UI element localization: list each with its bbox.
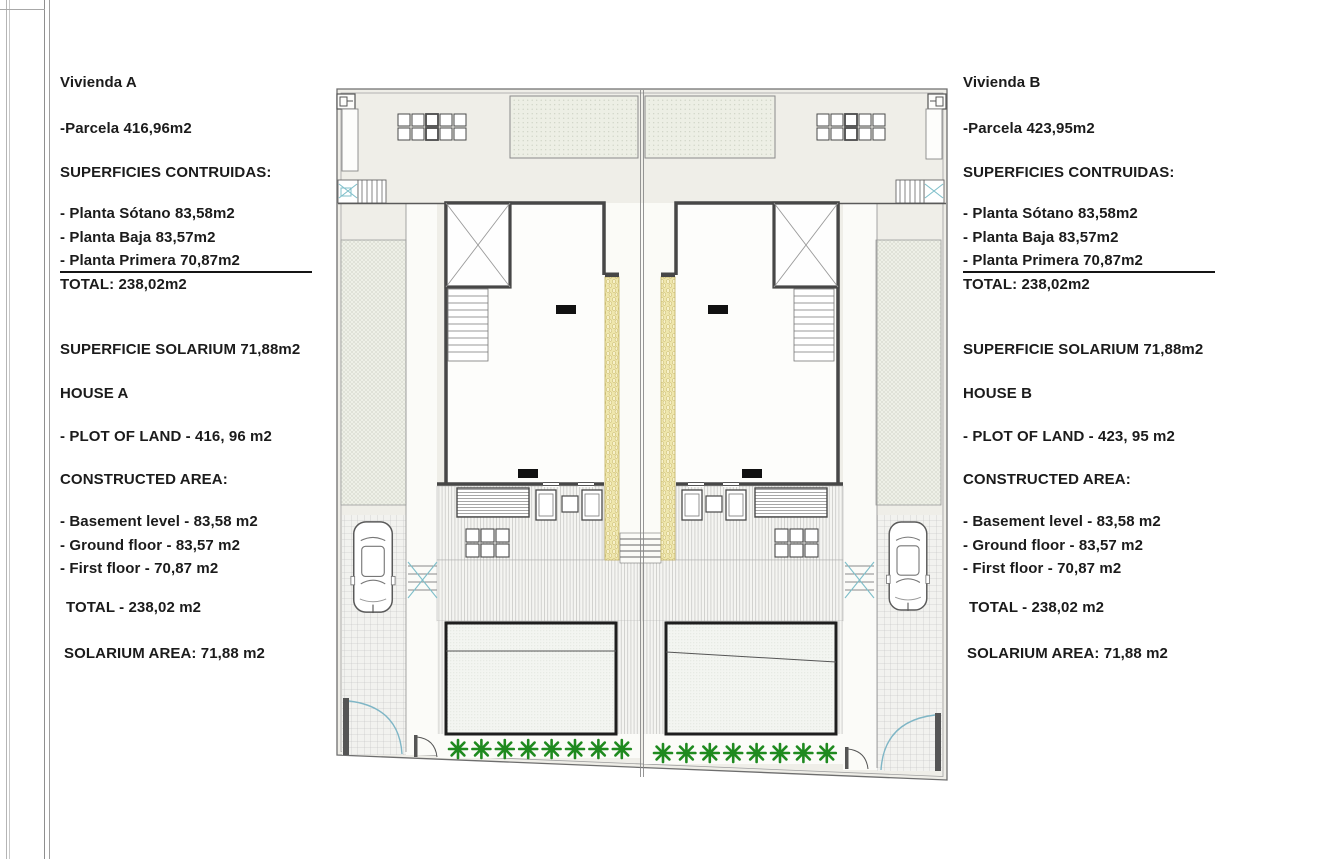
plot-line: - PLOT OF LAND - 416, 96 m2 <box>60 428 272 445</box>
car-icon <box>351 522 395 613</box>
superficies-heading: SUPERFICIES CONTRUIDAS: <box>60 164 272 181</box>
bush-icon <box>613 740 631 758</box>
bush-icon <box>449 740 467 758</box>
first-line: - First floor - 70,87 m2 <box>60 560 219 577</box>
window <box>578 481 594 487</box>
constructed-heading: CONSTRUCTED AREA: <box>60 471 228 488</box>
bush-icon <box>566 740 584 758</box>
garden-bed-right <box>876 240 941 505</box>
pool-a <box>446 623 616 734</box>
solarium-es: SUPERFICIE SOLARIUM 71,88m2 <box>60 341 301 358</box>
door-leaf <box>845 747 849 769</box>
bush-icon <box>724 744 742 762</box>
basement-line: - Basement level - 83,58 m2 <box>963 513 1161 530</box>
planta-primera: - Planta Primera 70,87m2 <box>963 252 1215 273</box>
pool-b <box>666 623 836 734</box>
ground-line: - Ground floor - 83,57 m2 <box>963 537 1144 554</box>
solarium-en: SOLARIUM AREA: 71,88 m2 <box>64 645 265 662</box>
roof-terrace-left <box>510 96 638 158</box>
room-label <box>708 305 728 314</box>
bush-icon <box>519 740 537 758</box>
window <box>723 481 739 487</box>
ground-line: - Ground floor - 83,57 m2 <box>60 537 241 554</box>
page-border-line <box>49 0 50 859</box>
page-border-line <box>9 0 10 859</box>
planta-primera: - Planta Primera 70,87m2 <box>60 252 312 273</box>
page-border-tick <box>0 9 45 10</box>
garden-bed-left <box>341 240 406 505</box>
page-border-line <box>6 0 7 859</box>
planta-sotano: - Planta Sótano 83,58m2 <box>963 205 1138 222</box>
solarium-es: SUPERFICIE SOLARIUM 71,88m2 <box>963 341 1204 358</box>
room-label <box>556 305 576 314</box>
bush-icon <box>654 744 672 762</box>
total-en: TOTAL - 238,02 m2 <box>66 599 202 616</box>
bush-icon <box>771 744 789 762</box>
bush-icon <box>701 744 719 762</box>
window <box>543 481 559 487</box>
page-border-line <box>44 0 45 859</box>
planta-baja: - Planta Baja 83,57m2 <box>60 229 216 246</box>
plot-line: - PLOT OF LAND - 423, 95 m2 <box>963 428 1175 445</box>
bush-icon <box>748 744 766 762</box>
room-label <box>742 469 762 478</box>
coffee-table <box>562 496 578 512</box>
coffee-table <box>706 496 722 512</box>
total-es: TOTAL: 238,02m2 <box>60 276 187 293</box>
roof-terrace-right <box>645 96 775 158</box>
door-leaf <box>414 735 418 757</box>
basement-line: - Basement level - 83,58 m2 <box>60 513 258 530</box>
solarium-en: SOLARIUM AREA: 71,88 m2 <box>967 645 1168 662</box>
bush-icon <box>472 740 490 758</box>
gate-leaf <box>935 713 941 771</box>
bush-icon <box>543 740 561 758</box>
parcela-line: -Parcela 416,96m2 <box>60 120 192 137</box>
floor-plan <box>330 84 954 796</box>
parcela-line: -Parcela 423,95m2 <box>963 120 1095 137</box>
bush-icon <box>677 744 695 762</box>
house-title: HOUSE B <box>963 385 1033 402</box>
unit-title: Vivienda A <box>60 74 137 91</box>
unit-title: Vivienda B <box>963 74 1041 91</box>
bush-icon <box>589 740 607 758</box>
staircase-b <box>794 289 834 361</box>
louvre-deck <box>755 488 827 517</box>
superficies-heading: SUPERFICIES CONTRUIDAS: <box>963 164 1175 181</box>
car-icon <box>886 522 929 611</box>
total-es: TOTAL: 238,02m2 <box>963 276 1090 293</box>
planta-baja: - Planta Baja 83,57m2 <box>963 229 1119 246</box>
bush-icon <box>794 744 812 762</box>
room-label <box>518 469 538 478</box>
constructed-heading: CONSTRUCTED AREA: <box>963 471 1131 488</box>
total-en: TOTAL - 238,02 m2 <box>969 599 1105 616</box>
first-line: - First floor - 70,87 m2 <box>963 560 1122 577</box>
house-title: HOUSE A <box>60 385 129 402</box>
louvre-deck <box>457 488 529 517</box>
bush-icon <box>496 740 514 758</box>
gate-leaf <box>343 698 349 755</box>
planta-sotano: - Planta Sótano 83,58m2 <box>60 205 235 222</box>
staircase-a <box>448 289 488 361</box>
bush-icon <box>818 744 836 762</box>
window <box>688 481 704 487</box>
